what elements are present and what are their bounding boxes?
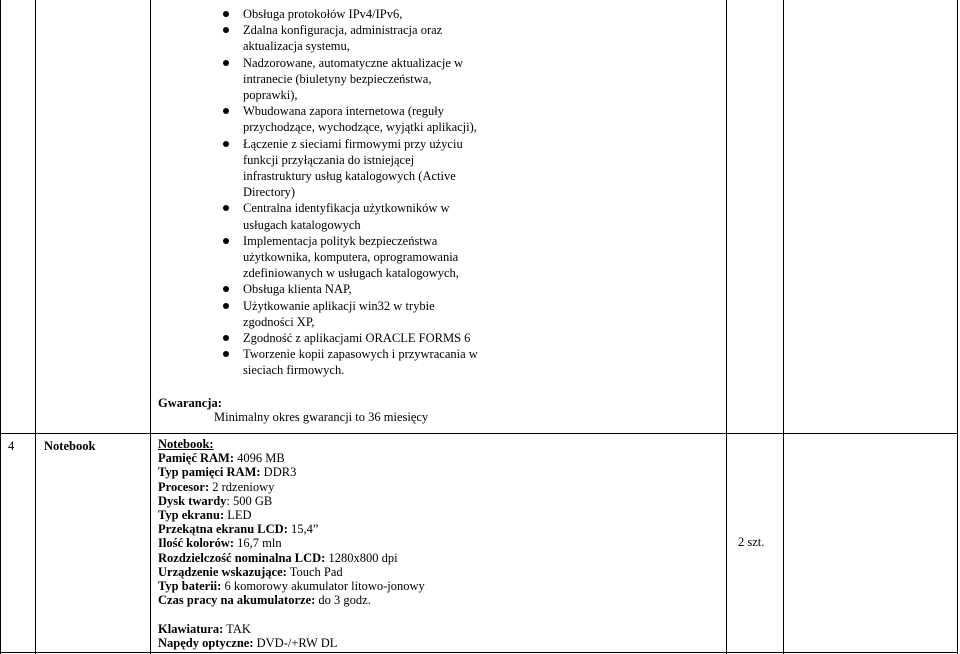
spec-row: Rozdzielczość nominalna LCD: 1280x800 dpi	[158, 550, 398, 565]
bullet-icon	[223, 205, 229, 211]
bullet-icon	[223, 303, 229, 309]
spec-row: Typ baterii: 6 komorowy akumulator litowo-jonowy	[158, 579, 425, 594]
list-item: Implementacja polityk bezpieczeństwa użytkownika, komputera, oprogramowania zdefiniowanych w usługach katalogowych,	[222, 233, 484, 282]
warranty-label: Gwarancja:	[158, 396, 222, 410]
list-item: Wbudowana zapora internetowa (reguły przychodzące, wychodzące, wyjątki aplikacji),	[222, 103, 484, 135]
bullet-icon	[223, 108, 229, 114]
list-item: Zgodność z aplikacjami ORACLE FORMS 6	[222, 330, 484, 346]
item-name: Notebook	[44, 439, 96, 453]
list-item: Centralna identyfikacja użytkowników w usługach katalogowych	[222, 200, 484, 232]
spec-row: Przekątna ekranu LCD: 15,4”	[158, 522, 319, 537]
feature-list	[222, 6, 484, 379]
column-divider-2	[150, 0, 151, 654]
table-border-right	[957, 0, 958, 654]
list-item: Zdalna konfiguracja, administracja oraz aktualizacja systemu,	[222, 22, 484, 54]
list-item: Łączenie z sieciami firmowymi przy użyciu funkcji przyłączania do istniejącej infrastruktury usług katalogowych (Active Directory)	[222, 136, 484, 201]
spec-row: Procesor: 2 rdzeniowy	[158, 479, 275, 494]
list-item: Nadzorowane, automatyczne aktualizacje w intranecie (biuletyny bezpieczeństwa, poprawki),	[222, 55, 484, 104]
list-item: Obsługa klienta NAP,	[222, 281, 484, 297]
bullet-icon	[223, 11, 229, 17]
spec-row: Typ pamięci RAM: DDR3	[158, 465, 297, 480]
column-divider-1	[35, 0, 36, 654]
spec-row: Urządzenie wskazujące: Touch Pad	[158, 564, 343, 579]
spec-list	[158, 437, 425, 650]
spec-row: Typ ekranu: LED	[158, 508, 252, 523]
spec-row: Klawiatura: TAK	[158, 621, 251, 636]
table-border-bottom	[0, 652, 958, 653]
spec-row: Pamięć RAM: 4096 MB	[158, 451, 285, 466]
bullet-icon	[223, 335, 229, 341]
list-item: Użytkowanie aplikacji win32 w trybie zgodności XP,	[222, 298, 484, 330]
bullet-icon	[223, 238, 229, 244]
item-quantity: 2 szt.	[738, 535, 765, 549]
bullet-icon	[223, 27, 229, 33]
table-border-left	[0, 0, 1, 654]
bullet-icon	[223, 351, 229, 357]
spec-row: Dysk twardy: 500 GB	[158, 493, 273, 508]
spec-row: Ilość kolorów: 16,7 mln	[158, 536, 282, 551]
bullet-icon	[223, 286, 229, 292]
column-divider-3	[726, 0, 727, 654]
bullet-icon	[223, 141, 229, 147]
list-item: Tworzenie kopii zapasowych i przywracania w sieciach firmowych.	[222, 346, 484, 378]
warranty-text: Minimalny okres gwarancji to 36 miesięcy	[214, 410, 429, 424]
item-number: 4	[8, 439, 15, 453]
bullet-icon	[223, 60, 229, 66]
spec-row: Czas pracy na akumulatorze: do 3 godz.	[158, 593, 371, 608]
spec-row: Napędy optyczne: DVD-/+RW DL	[158, 635, 338, 650]
spec-title: Notebook:	[158, 437, 214, 451]
row-divider	[0, 433, 958, 434]
spec-spacer	[158, 607, 425, 621]
column-divider-4	[783, 0, 784, 654]
list-item: Obsługa protokołów IPv4/IPv6,	[222, 6, 484, 22]
